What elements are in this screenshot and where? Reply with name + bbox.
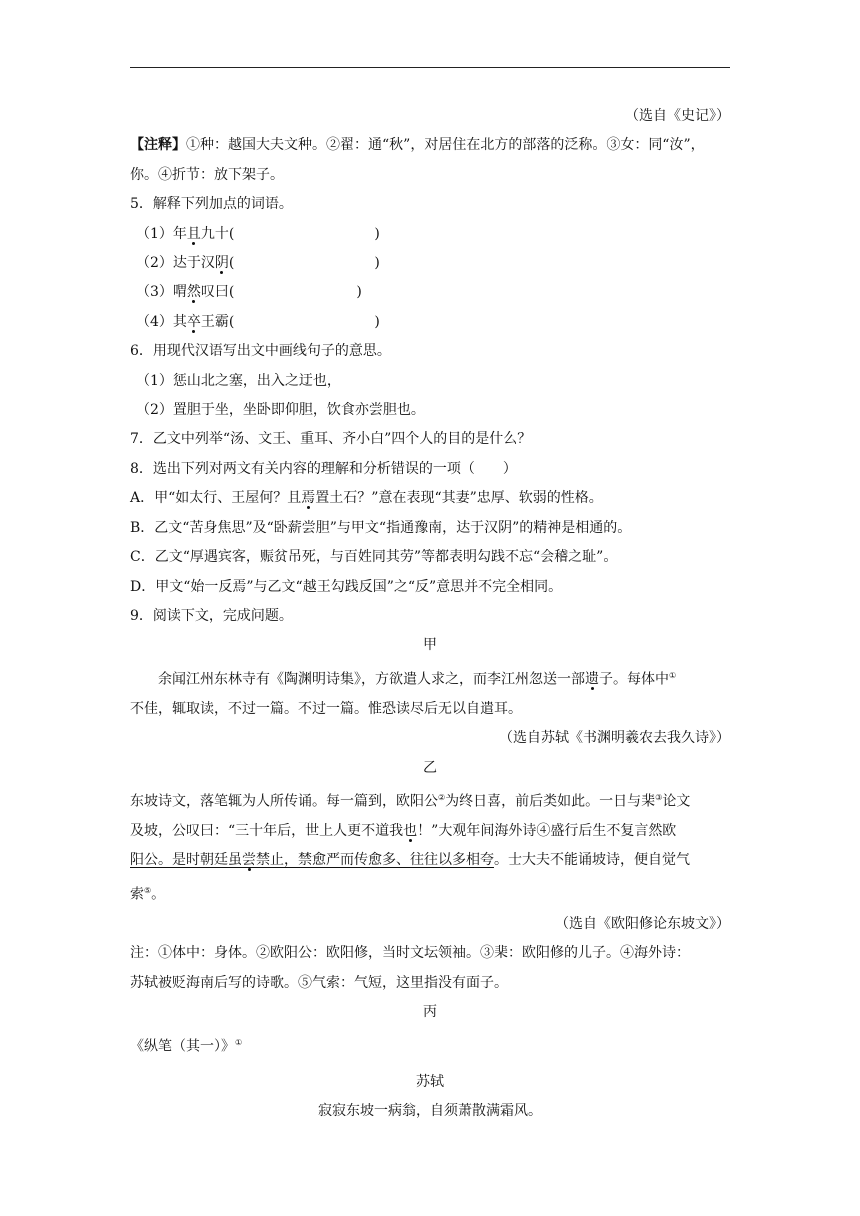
question-8-option-a: [130, 484, 730, 513]
item-number: （1）: [136, 225, 173, 242]
passage-text: 。: [151, 886, 166, 903]
passage-jia-source: （选自苏轼《书渊明羲农去我久诗》）: [499, 730, 730, 747]
item-text: ): [356, 284, 362, 301]
underlined-sentence: 禁止，禁愈严而传愈多、往往以多相夸: [256, 852, 494, 869]
question-6-sentence-1: （1）惩山北之塞，出入之迂也，: [136, 372, 341, 389]
question-8-option-d: D．甲文“始一反焉”与乙文“越王勾践反国”之“反”意思并不完全相同。: [130, 578, 563, 595]
footnote-marker: ①: [235, 1037, 243, 1047]
item-text: ): [374, 255, 380, 272]
annotation-line-2: 你。④折节：放下架子。: [130, 166, 284, 183]
dotted-word: 然: [186, 284, 201, 301]
dotted-word: 也: [403, 823, 418, 840]
annotation-text-1: ①种：越国大夫文种。②翟：通“秋”，对居住在北方的部落的泛称。③女：同“汝”，: [186, 137, 705, 154]
dotted-word: 卒: [186, 313, 201, 330]
question-5-item-3: [130, 278, 730, 307]
passage-text: 余闻江州东林寺有《陶渊明诗集》，方欲遣人求之，而李江州忽送一部: [158, 671, 585, 688]
passage-yi-line-1: [130, 783, 730, 817]
item-text: 年: [172, 225, 187, 242]
underlined-sentence: 阳公。是时朝廷虽: [130, 852, 242, 869]
footnote-marker: ②: [438, 793, 446, 802]
item-number: （3）: [136, 284, 173, 301]
item-text: 王霸(: [200, 313, 235, 330]
notes-line-2: 苏轼被贬海南后写的诗歌。⑤气索：气短，这里指没有面子。: [130, 974, 508, 991]
passage-text: 子。每体中: [599, 671, 669, 688]
item-text: 九十(: [200, 225, 235, 242]
passage-yi-label: 乙: [423, 759, 437, 776]
dotted-word: 尝: [242, 852, 256, 869]
passage-text: ！”大观年间海外诗④盛行后生不复言然欧: [417, 823, 677, 840]
passage-text: 索: [130, 886, 144, 903]
question-7: 7．乙文中列举“汤、文王、重耳、齐小白”四个人的目的是什么？: [130, 431, 532, 448]
item-text: 达于汉: [172, 255, 215, 272]
poem-title: [130, 1028, 730, 1062]
annotation-line-1: [130, 131, 730, 160]
passage-jia-line-2: 不佳，辄取读，不过一篇。不过一篇。惟恐读尽后无以自遣耳。: [130, 700, 522, 717]
dotted-word: 阴: [214, 255, 229, 272]
item-number: （4）: [136, 313, 173, 330]
passage-bing-label: 丙: [423, 1004, 437, 1021]
question-5-item-2: [130, 249, 730, 278]
item-text: 其: [172, 313, 187, 330]
poem-verse-1: 寂寂东坡一病翁，自须萧散满霜风。: [318, 1103, 542, 1120]
source-citation: （选自《史记》）: [625, 108, 730, 124]
question-8-option-c: C．乙文“厚遇宾客，赈贫吊死，与百姓同其劳”等都表明勾践不忘“会稽之耻”。: [130, 549, 618, 566]
option-text: A．甲“如太行、王屋何？且: [130, 490, 302, 507]
annotation-head: 【注释】: [130, 137, 186, 154]
footnote-marker: ③: [655, 793, 663, 802]
footnote-marker: ①: [669, 670, 677, 680]
item-text: 叹曰(: [200, 284, 235, 301]
question-5-item-1: [130, 220, 730, 249]
question-8-option-b: B．乙文“苦身焦思”及“卧薪尝胆”与甲文“指通豫南，达于汉阴”的精神是相通的。: [130, 519, 632, 536]
dotted-word: 遗: [585, 671, 599, 688]
item-text: 喟: [172, 284, 187, 301]
poem-author: 苏轼: [416, 1073, 444, 1090]
header-rule: [130, 67, 730, 68]
document-page: [130, 102, 730, 1126]
option-text: 置土石？”意在表现“其妻”忠厚、软弱的性格。: [315, 490, 603, 507]
item-text: ): [374, 225, 380, 242]
passage-text: 。士大夫不能诵坡诗，便自觉气: [494, 852, 690, 869]
passage-yi-line-4: [130, 876, 730, 910]
passage-jia-label: 甲: [423, 637, 437, 654]
passage-yi-line-3: [130, 846, 730, 875]
question-5-item-4: [130, 308, 730, 337]
question-6-sentence-2: （2）置胆于坐，坐卧即仰胆，饮食亦尝胆也。: [136, 402, 425, 419]
passage-text: 及坡，公叹曰：“三十年后，世上人更不道我: [130, 823, 404, 840]
notes-line-1: 注：①体中：身体。②欧阳公：欧阳修，当时文坛领袖。③棐：欧阳修的儿子。④海外诗：: [130, 945, 690, 962]
item-text: (: [228, 255, 235, 272]
question-5-title: 5．解释下列加点的词语。: [130, 196, 293, 213]
dotted-word: 且: [186, 225, 201, 242]
dotted-word: 焉: [301, 490, 316, 507]
passage-yi-line-2: [130, 817, 730, 846]
item-text: ): [374, 313, 380, 330]
footnote-marker: ⑤: [144, 885, 152, 895]
passage-text: 东坡诗文，落笔辄为人所传诵。每一篇到，欧阳公: [130, 793, 438, 810]
question-9-title: 9．阅读下文，完成问题。: [130, 607, 293, 624]
question-8-title: 8．选出下列对两文有关内容的理解和分析错误的一项（ ）: [130, 460, 517, 477]
passage-yi-source: （选自《欧阳修论东坡文》）: [555, 915, 730, 932]
passage-text: 为终日喜，前后类如此。一日与棐: [445, 793, 656, 810]
passage-jia-line-1: [130, 661, 730, 695]
passage-text: 论文: [662, 793, 691, 810]
question-6-title: 6．用现代汉语写出文中画线句子的意思。: [130, 343, 391, 360]
item-number: （2）: [136, 255, 173, 272]
poem-title-text: 《纵笔（其一）》: [130, 1038, 235, 1055]
